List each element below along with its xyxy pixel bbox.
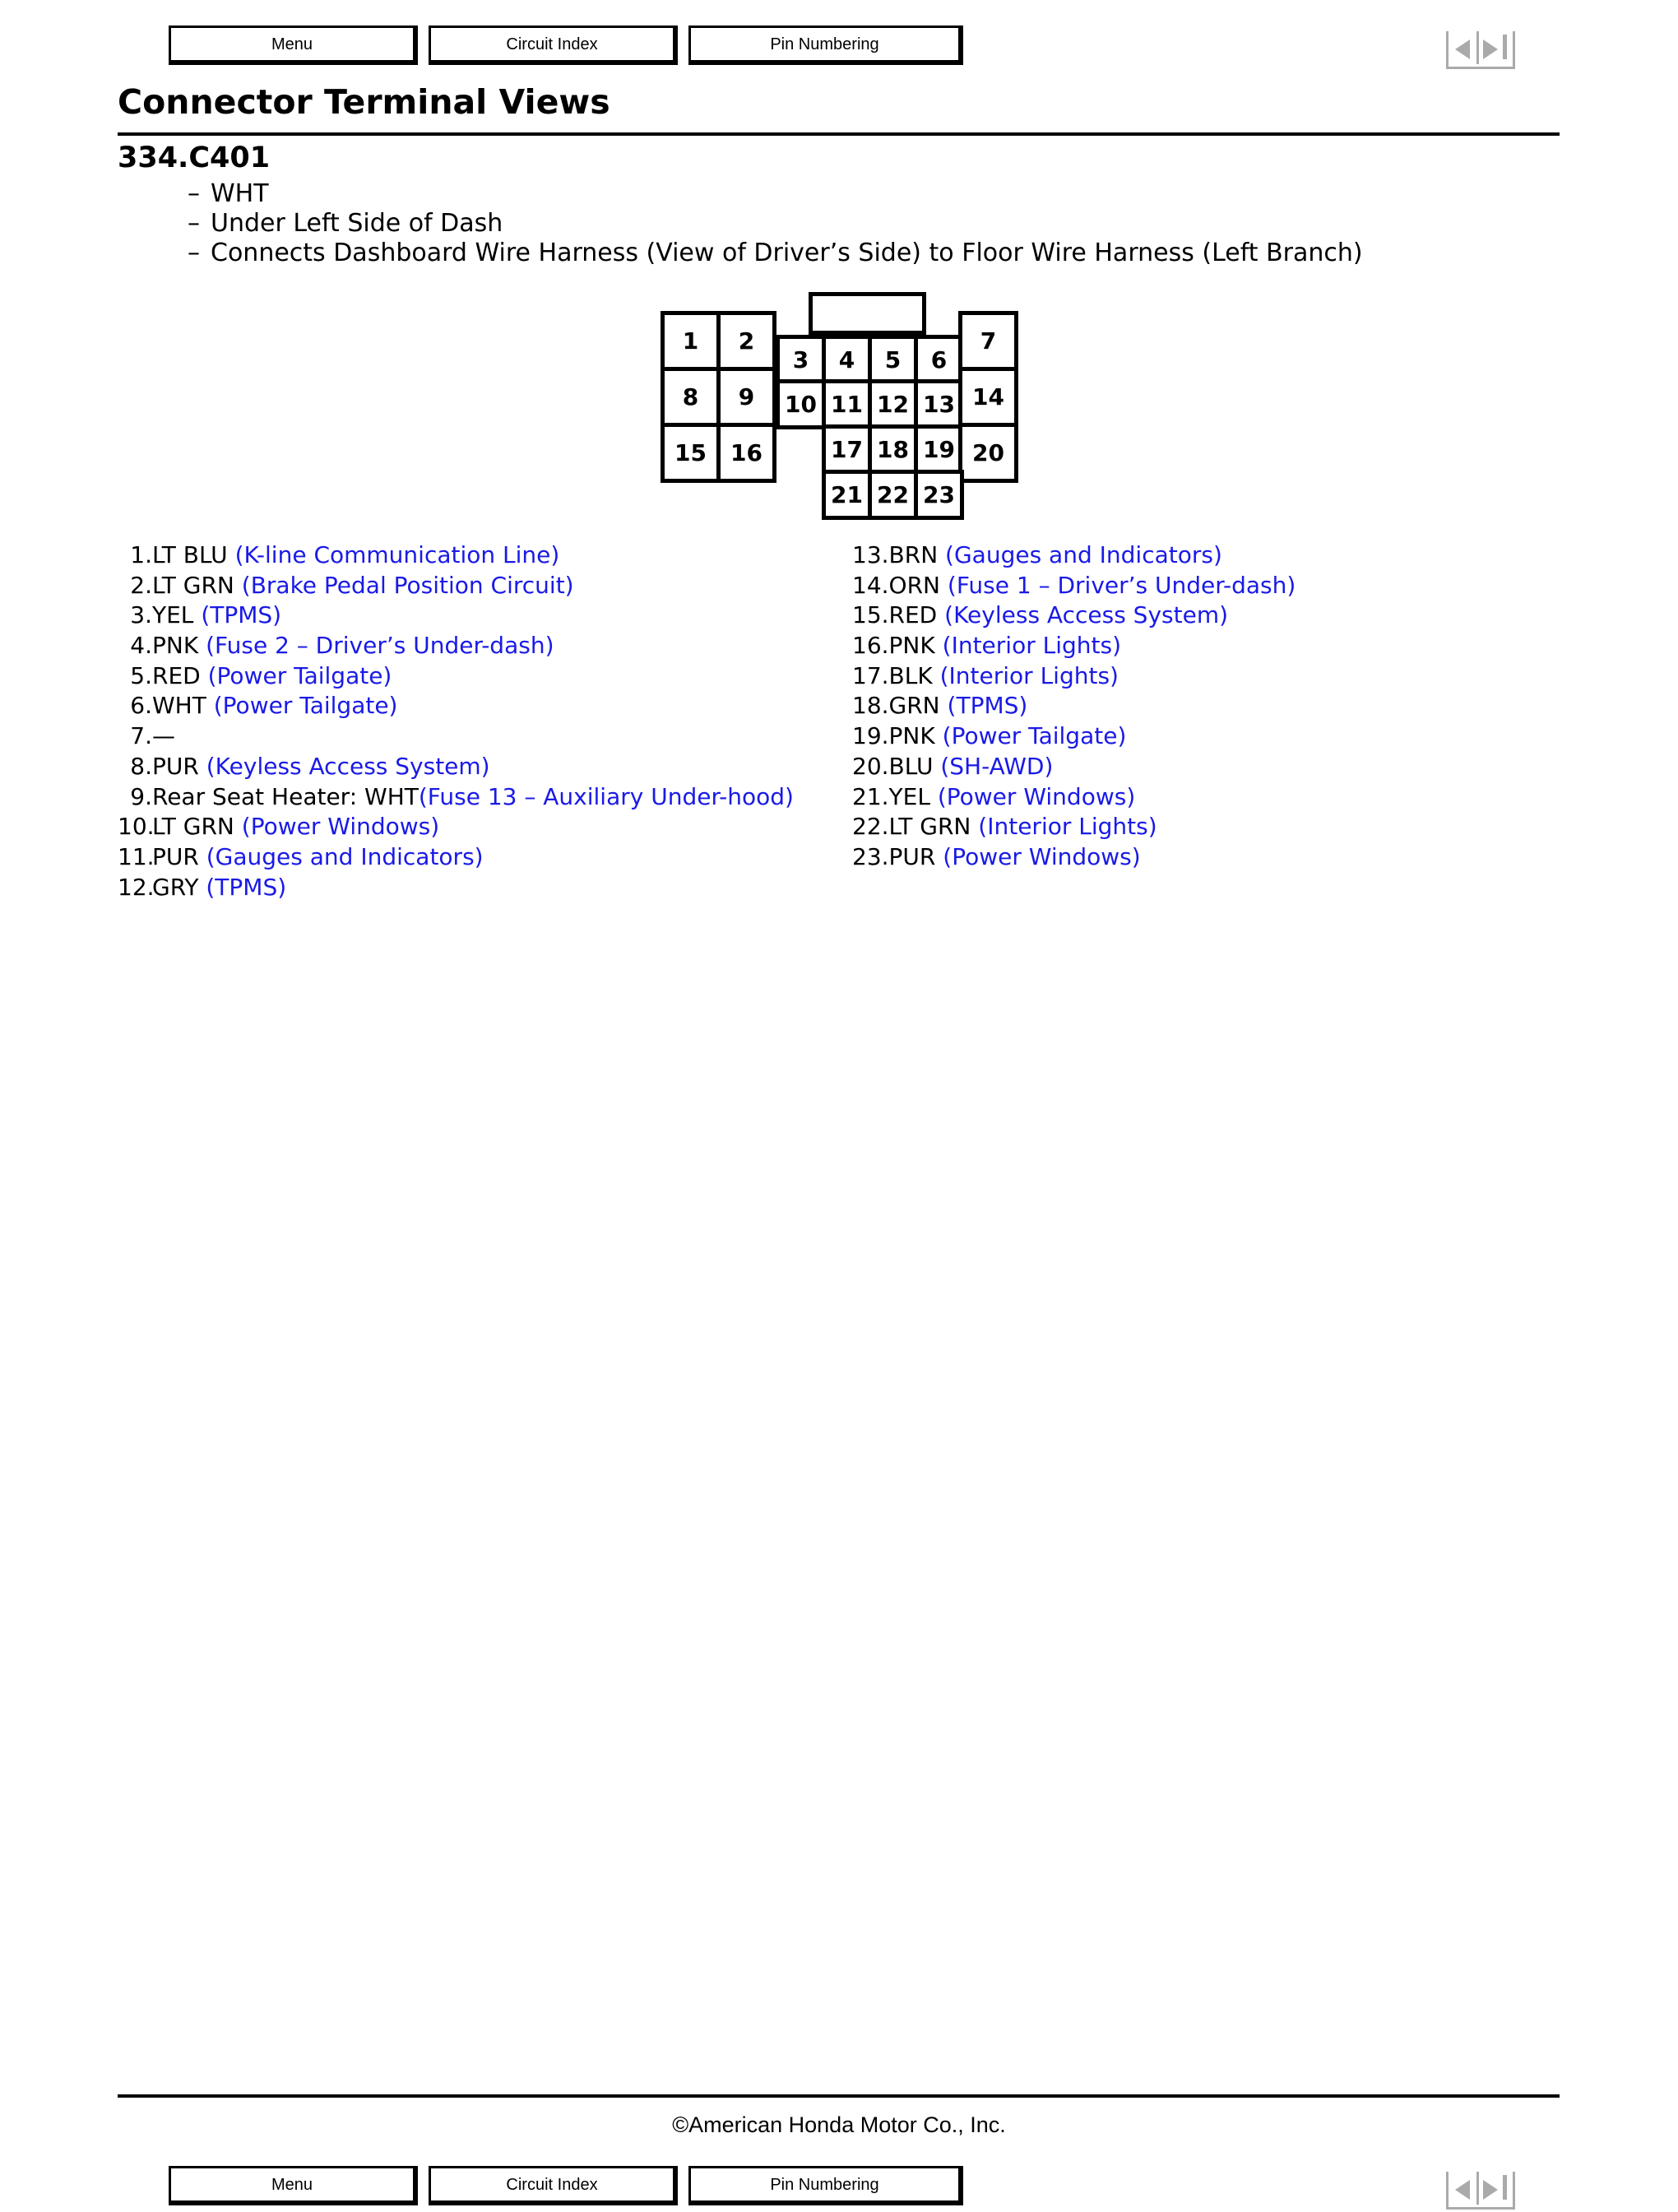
pin-entry	[852, 812, 1296, 842]
wire-color: PUR	[152, 752, 199, 780]
pin-entry	[852, 571, 1296, 601]
page-pager	[1446, 2172, 1515, 2210]
pin-entry	[118, 601, 794, 631]
pin-number: 21.	[852, 782, 889, 810]
menu-button[interactable]: Menu	[169, 26, 418, 65]
pin-number: 3.	[130, 601, 152, 629]
wire-color: LT GRN	[152, 571, 234, 599]
circuit-link[interactable]: (Fuse 2 – Driver’s Under-dash)	[206, 632, 554, 660]
pin-entry	[852, 721, 1296, 752]
terminal-14: 14	[958, 367, 1018, 427]
wire-color: LT GRN	[152, 813, 234, 841]
pin-number: 6.	[130, 692, 152, 720]
pin-number: 9.	[130, 782, 152, 810]
wire-color: PUR	[152, 842, 199, 870]
connector-connects: Connects Dashboard Wire Harness (View of Driver’s Side) to Floor Wire Harness (Left Branch)	[211, 239, 1363, 267]
circuit-link[interactable]: (TPMS)	[201, 601, 282, 629]
circuit-link[interactable]: (Interior Lights)	[942, 632, 1121, 660]
terminal-13: 13	[914, 379, 964, 429]
circuit-index-button[interactable]: Circuit Index	[429, 2166, 678, 2205]
terminal-3: 3	[776, 335, 826, 385]
terminal-16: 16	[716, 423, 776, 483]
circuit-link[interactable]: (TPMS)	[947, 692, 1028, 720]
pager-divider	[1476, 31, 1479, 64]
terminal-12: 12	[868, 379, 918, 429]
pin-number: 12.	[118, 873, 155, 901]
wire-color: LT GRN	[888, 813, 971, 841]
connector-location: Under Left Side of Dash	[211, 209, 503, 238]
terminal-21: 21	[822, 470, 872, 520]
wire-color: ORN	[888, 571, 940, 599]
circuit-link[interactable]: (Power Windows)	[241, 813, 440, 841]
pin-number: 13.	[852, 541, 889, 568]
connector-description	[188, 179, 269, 208]
connector-color: WHT	[211, 179, 269, 208]
pin-number: 4.	[130, 632, 152, 660]
pin-entry	[118, 782, 794, 813]
wire-color: PNK	[888, 632, 935, 660]
circuit-link[interactable]: (Interior Lights)	[978, 813, 1157, 841]
pin-number: 10.	[118, 813, 155, 841]
wire-color: GRN	[888, 692, 940, 720]
terminal-23: 23	[914, 470, 964, 520]
circuit-link[interactable]: (Keyless Access System)	[206, 752, 490, 780]
terminal-20: 20	[958, 423, 1018, 483]
wire-color: RED	[888, 601, 938, 629]
pin-entry	[118, 873, 794, 903]
wire-color: RED	[152, 661, 201, 689]
pin-entry	[118, 752, 794, 782]
terminal-4: 4	[822, 335, 872, 385]
terminal-5: 5	[868, 335, 918, 385]
pin-entry	[118, 631, 794, 661]
description-dash: –	[188, 209, 200, 238]
connector-description	[188, 209, 503, 238]
pin-number: 14.	[852, 571, 889, 599]
wire-color: Rear Seat Heater: WHT	[152, 782, 419, 810]
circuit-link[interactable]: (TPMS)	[206, 873, 287, 901]
pin-number: 20.	[852, 752, 889, 780]
title-divider	[118, 132, 1560, 136]
terminal-8: 8	[661, 367, 721, 427]
wire-color: PUR	[888, 842, 936, 870]
wire-color: WHT	[152, 692, 206, 720]
pin-number: 5.	[130, 661, 152, 689]
circuit-link[interactable]: (Gauges and Indicators)	[206, 842, 484, 870]
terminal-6: 6	[914, 335, 964, 385]
last-page-bar-icon[interactable]	[1503, 35, 1507, 59]
terminal-22: 22	[868, 470, 918, 520]
terminal-9: 9	[716, 367, 776, 427]
pin-entry	[118, 691, 794, 721]
wire-color: LT BLU	[152, 541, 228, 568]
wire-color: PNK	[152, 632, 199, 660]
pin-entry	[852, 691, 1296, 721]
description-dash: –	[188, 239, 200, 267]
wire-color: —	[152, 722, 175, 750]
terminal-11: 11	[822, 379, 872, 429]
description-dash: –	[188, 179, 200, 208]
circuit-link[interactable]: (K-line Communication Line)	[234, 541, 560, 568]
pin-list-left	[118, 540, 794, 902]
connector-id: 334.C401	[118, 141, 271, 174]
terminal-10: 10	[776, 379, 826, 429]
terminal-1: 1	[661, 311, 721, 371]
circuit-link[interactable]: (Gauges and Indicators)	[945, 541, 1222, 568]
wire-color: BLU	[888, 752, 934, 780]
pin-entry	[852, 782, 1296, 813]
pin-number: 16.	[852, 632, 889, 660]
pin-entry	[118, 842, 794, 873]
wire-color: BLK	[888, 661, 933, 689]
circuit-link[interactable]: (Brake Pedal Position Circuit)	[241, 571, 574, 599]
circuit-link[interactable]: (Power Tailgate)	[207, 661, 392, 689]
previous-page-icon[interactable]	[1455, 2180, 1470, 2200]
pin-entry	[852, 601, 1296, 631]
previous-page-icon[interactable]	[1455, 39, 1470, 59]
terminal-19: 19	[914, 424, 964, 475]
pin-number: 22.	[852, 813, 889, 841]
connector-latch	[809, 292, 926, 335]
circuit-index-button[interactable]: Circuit Index	[429, 26, 678, 65]
terminal-17: 17	[822, 424, 872, 475]
terminal-2: 2	[716, 311, 776, 371]
pin-number: 11.	[118, 842, 155, 870]
circuit-link[interactable]: (Fuse 13 – Auxiliary Under-hood)	[418, 782, 794, 810]
pin-number: 23.	[852, 842, 889, 870]
next-page-icon[interactable]	[1483, 39, 1498, 59]
pin-entry	[852, 661, 1296, 692]
wire-color: GRY	[152, 873, 199, 901]
circuit-link[interactable]: (Power Windows)	[943, 842, 1141, 870]
pin-number: 2.	[130, 571, 152, 599]
terminal-15: 15	[661, 423, 721, 483]
wire-color: BRN	[888, 541, 939, 568]
pin-entry	[852, 842, 1296, 873]
wire-color: PNK	[888, 722, 935, 750]
terminal-18: 18	[868, 424, 918, 475]
circuit-link[interactable]: (SH-AWD)	[940, 752, 1054, 780]
pin-numbering-button[interactable]: Pin Numbering	[688, 26, 963, 65]
pin-number: 19.	[852, 722, 889, 750]
circuit-link[interactable]: (Power Tailgate)	[213, 692, 398, 720]
connector-description	[188, 239, 1363, 267]
circuit-link[interactable]: (Power Windows)	[937, 782, 1136, 810]
pin-entry	[118, 812, 794, 842]
circuit-link[interactable]: (Power Tailgate)	[942, 722, 1127, 750]
wire-color: YEL	[888, 782, 930, 810]
page-pager	[1446, 31, 1515, 69]
pin-entry	[118, 571, 794, 601]
circuit-link[interactable]: (Keyless Access System)	[944, 601, 1229, 629]
terminal-7: 7	[958, 311, 1018, 371]
pin-number: 18.	[852, 692, 889, 720]
next-page-icon[interactable]	[1483, 2180, 1498, 2200]
page-title: Connector Terminal Views	[118, 82, 610, 122]
pager-divider	[1476, 2172, 1479, 2205]
pin-numbering-button[interactable]: Pin Numbering	[688, 2166, 963, 2205]
menu-button[interactable]: Menu	[169, 2166, 418, 2205]
pin-entry	[852, 540, 1296, 571]
pin-list-right	[852, 540, 1296, 873]
pin-number: 8.	[130, 752, 152, 780]
pin-entry	[118, 540, 794, 571]
last-page-bar-icon[interactable]	[1503, 2175, 1507, 2200]
pin-entry	[852, 752, 1296, 782]
circuit-link[interactable]: (Interior Lights)	[939, 661, 1119, 689]
pin-number: 15.	[852, 601, 889, 629]
pin-entry	[118, 721, 794, 752]
footer-divider	[118, 2094, 1560, 2098]
circuit-link[interactable]: (Fuse 1 – Driver’s Under-dash)	[947, 571, 1296, 599]
pin-number: 7.	[130, 722, 152, 750]
pin-entry	[118, 661, 794, 692]
wire-color: YEL	[152, 601, 194, 629]
copyright-text: ©American Honda Motor Co., Inc.	[672, 2112, 1006, 2137]
pin-number: 17.	[852, 661, 889, 689]
pin-number: 1.	[130, 541, 152, 568]
pin-entry	[852, 631, 1296, 661]
